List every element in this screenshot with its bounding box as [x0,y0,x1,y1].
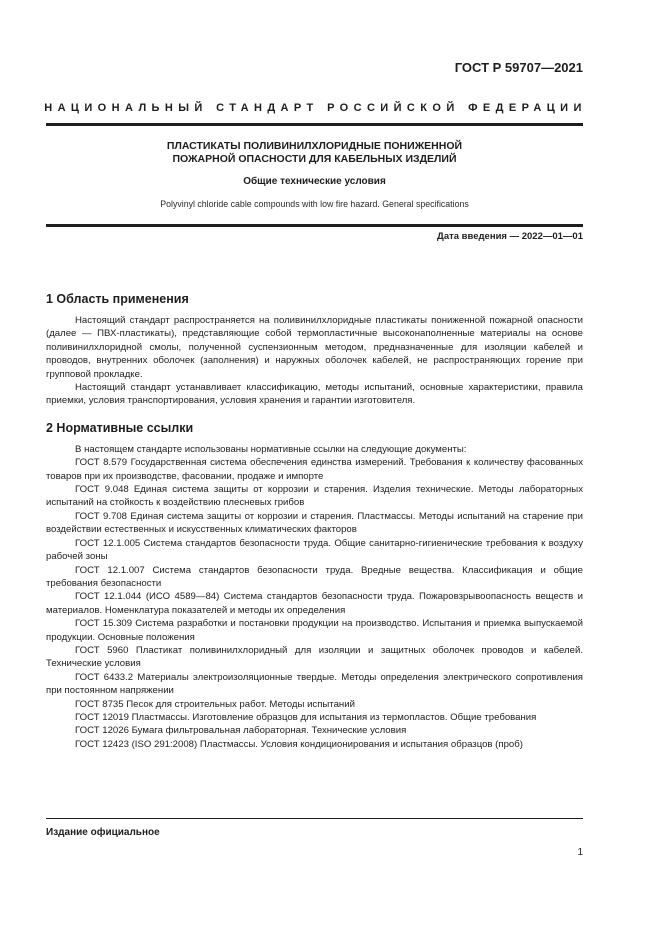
reference-item: ГОСТ 12.1.044 (ИСО 4589—84) Система стандартов безопасности труда. Пожаровзрывоопасность веществ и материалов. Номенклатура показателей и методы их определения [46,591,583,616]
title-block [46,126,583,210]
section-1-paragraph: Настоящий стандарт устанавливает классификацию, методы испытаний, основные характеристики, правила приемки, условия транспортирования, условия хранения и гарантии изготовителя. [46,382,583,407]
page-number: 1 [577,847,583,858]
footer-rule [46,818,583,819]
section-2-body [46,443,583,751]
reference-item: ГОСТ 8735 Песок для строительных работ. Методы испытаний [75,698,355,710]
document-subtitle: Общие технические условия [243,176,386,187]
document-title-line-2: ПОЖАРНОЙ ОПАСНОСТИ ДЛЯ КАБЕЛЬНЫХ ИЗДЕЛИЙ [172,153,457,165]
reference-item: ГОСТ 8.579 Государственная система обеспечения единства измерений. Требования к количеству фасованных товаров при их производстве, фасовании, продаже и импорте [46,457,583,482]
reference-item: ГОСТ 12423 (ISO 291:2008) Пластмассы. Условия кондиционирования и испытания образцов (проб) [75,738,523,750]
reference-item: ГОСТ 12026 Бумага фильтровальная лабораторная. Технические условия [75,725,407,737]
section-1-body [46,314,583,408]
footer [46,818,583,839]
reference-item: ГОСТ 12.1.007 Система стандартов безопасности труда. Вредные вещества. Классификация и общие требования безопасности [46,564,583,589]
section-1-heading: 1 Область применения [46,292,189,306]
reference-item: ГОСТ 12019 Пластмассы. Изготовление образцов для испытания из термопластов. Общие требования [75,711,537,723]
national-standard-banner: НАЦИОНАЛЬНЫЙ СТАНДАРТ РОССИЙСКОЙ ФЕДЕРАЦИИ [44,102,587,114]
title-rule [46,224,583,227]
section-2-heading: 2 Нормативные ссылки [46,420,194,435]
reference-item: ГОСТ 5960 Пластикат поливинилхлоридный для изоляции и защитных оболочек проводов и кабелей. Технические условия [46,644,583,670]
reference-item: ГОСТ 12.1.005 Система стандартов безопасности труда. Общие санитарно-гигиенические требования к воздуху рабочей зоны [46,537,583,563]
references-intro: В настоящем стандарте использованы нормативные ссылки на следующие документы: [75,443,467,455]
reference-item: ГОСТ 15.309 Система разработки и постановки продукции на производство. Испытания и приемка выпускаемой продукции. Основные положения [46,618,583,643]
reference-item: ГОСТ 6433.2 Материалы электроизоляционные твердые. Методы определения электрического сопротивления при постоянном напряжении [46,671,583,697]
introduction-date: Дата введения — 2022—01—01 [437,231,583,242]
section-1-paragraph: Настоящий стандарт распространяется на поливинилхлоридные пластикаты пониженной пожарной опасности (далее — ПВХ-пластикаты), представляющие собой термопластичные высоконаполненные материалы на основе поливинилхлоридной смолы, полученной суспензионным методом, предназначенные для изоляции кабелей и проводов, внутренних оболочек (заполнения) и наружных оболочек кабелей, не распространяющих горение при групповой прокладке. [46,315,583,380]
official-edition-label: Издание официальное [46,827,160,838]
reference-item: ГОСТ 9.048 Единая система защиты от коррозии и старения. Изделия технические. Методы лабораторных испытаний на стойкость к воздействию плесневых грибов [46,484,583,509]
english-title: Polyvinyl chloride cable compounds with low fire hazard. General specifications [160,199,469,209]
document-title-line-1: ПЛАСТИКАТЫ ПОЛИВИНИЛХЛОРИДНЫЕ ПОНИЖЕННОЙ [166,140,463,152]
standard-code: ГОСТ Р 59707—2021 [454,60,583,75]
reference-item: ГОСТ 9.708 Единая система защиты от коррозии и старения. Пластмассы. Методы испытаний на старение при воздействии естественных и искусственных климатических факторов [46,510,583,536]
